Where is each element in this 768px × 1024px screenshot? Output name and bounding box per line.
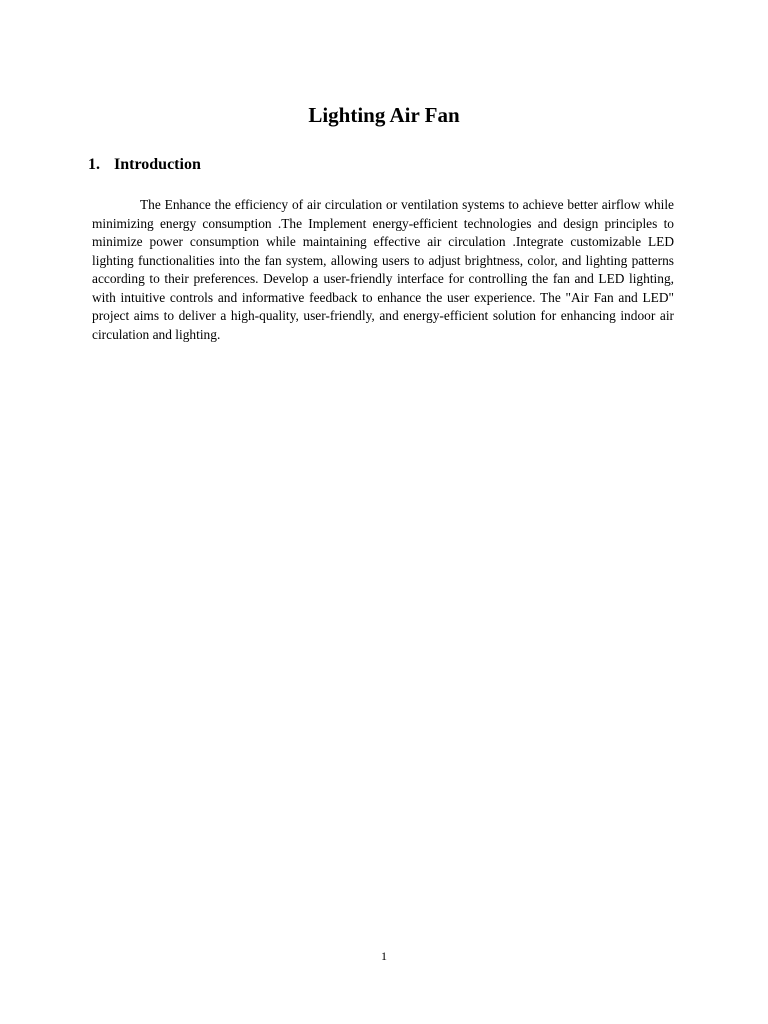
page-number: 1: [381, 949, 387, 963]
section-number: 1.: [88, 156, 100, 173]
section-heading-text: Introduction: [114, 156, 201, 173]
document-title: Lighting Air Fan: [308, 103, 460, 127]
introduction-paragraph: The Enhance the efficiency of air circulation or ventilation systems to achieve better airflow while minimizing energy consumption .The Implement energy-efficient technologies and design principles to minimize power consumption while maintaining effective air circulation .Integrate customizable LED lighting functionalities into the fan system, allowing users to adjust brightness, color, and lighting patterns according to their preferences. Develop a user-friendly interface for controlling the fan and LED lighting, with intuitive controls and informative feedback to enhance the user experience. The "Air Fan and LED" project aims to deliver a high-quality, user-friendly, and energy-efficient solution for enhancing indoor air circulation and lighting.: [92, 197, 674, 342]
section-heading: [88, 154, 201, 176]
